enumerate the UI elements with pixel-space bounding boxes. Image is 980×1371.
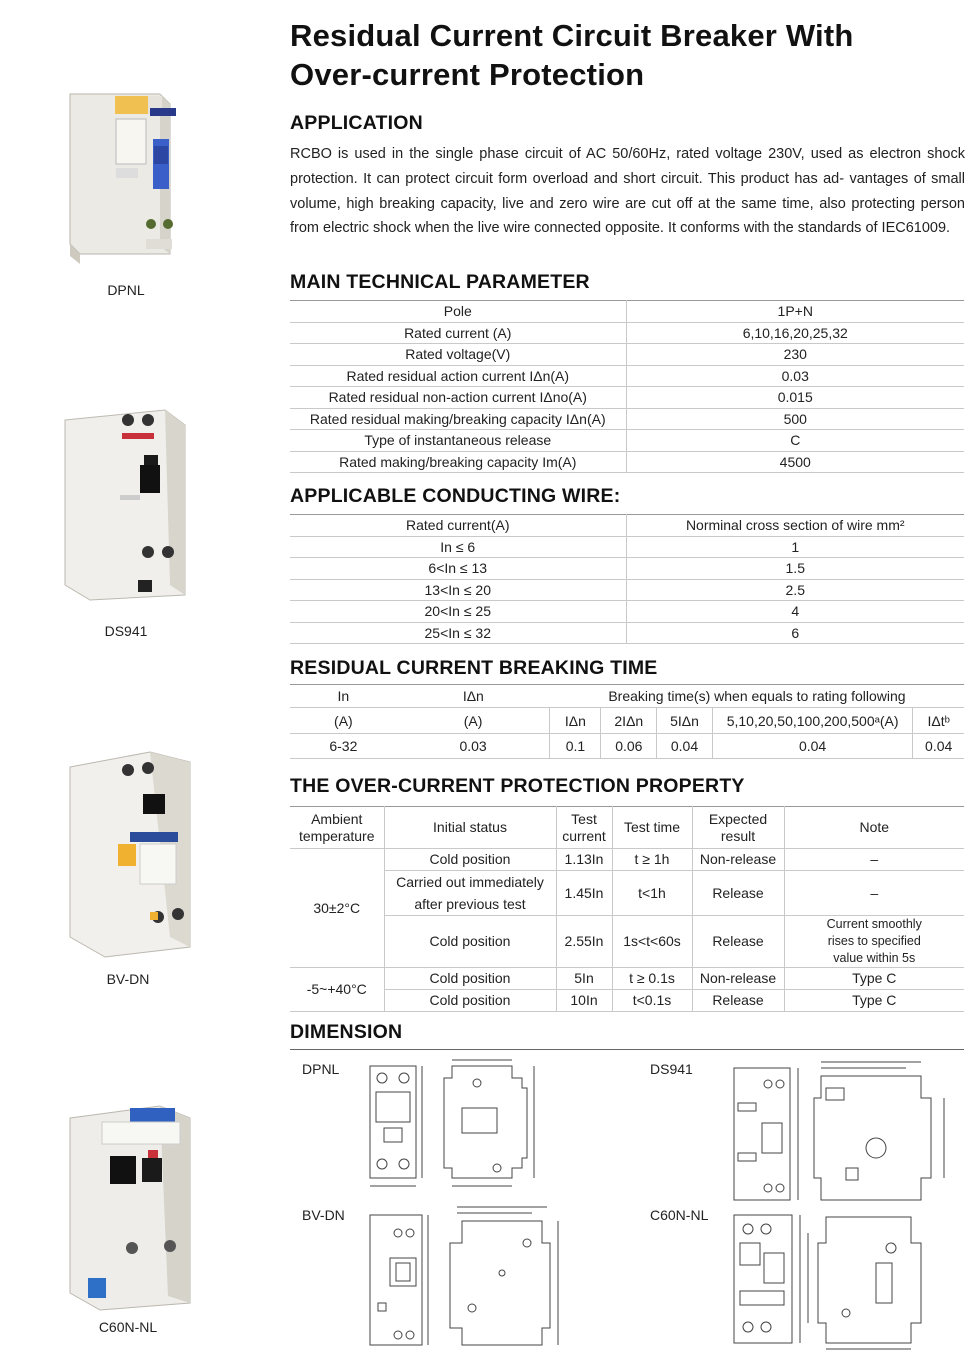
table-row (290, 387, 964, 409)
conducting-wire-table (290, 514, 964, 644)
table-subheader-row (290, 708, 964, 734)
table-row (290, 849, 964, 871)
param-name: Rated residual making/breaking capacity IΔn(A) (290, 408, 626, 430)
cell: 1 (626, 536, 964, 558)
cell: 0.06 (601, 734, 657, 759)
cell: 1.13In (556, 849, 612, 871)
cell: t ≥ 0.1s (612, 968, 692, 990)
cell: 0.04 (657, 734, 713, 759)
table-row (290, 451, 964, 473)
cell: – (784, 849, 964, 871)
ambient-temp-cell: 30±2°C (290, 849, 384, 968)
cell: 6-32 (290, 734, 397, 759)
cell: t ≥ 1h (612, 849, 692, 871)
param-name: Rated residual non-action current IΔno(A) (290, 387, 626, 409)
col-header-breaking: Breaking time(s) when equals to rating following (550, 685, 964, 708)
table-row (290, 430, 964, 452)
breaking-time-heading: RESIDUAL CURRENT BREAKING TIME (290, 657, 658, 679)
bv-dn-dimension-drawing (362, 1203, 602, 1353)
table-row (290, 916, 964, 968)
c60n-nl-product-image (50, 1098, 200, 1318)
col-header: Rated current(A) (290, 515, 626, 537)
cell: 10In (556, 990, 612, 1012)
param-name: Rated current (A) (290, 322, 626, 344)
param-value: 1P+N (626, 301, 964, 323)
breaking-time-table (290, 684, 964, 759)
product-label-dpnl: DPNL (107, 282, 145, 298)
col-header: Test current (556, 807, 612, 849)
main-parameter-heading: MAIN TECHNICAL PARAMETER (290, 271, 590, 293)
application-text: RCBO is used in the single phase circuit of AC 50/60Hz, rated voltage 230V, used as electron shock protection. It can protect circuit form overload and short circuit. This product has ad- vantages of small volume, high breaking capacity, live and zero wire are cut off at the same time, also protecting person from electric shock when the live wire connected opposite. It conforms with the standards of IEC61009. (290, 146, 965, 237)
dpnl-product-image (50, 84, 200, 274)
cell: 0.04 (712, 734, 913, 759)
col-header-idn: IΔn (397, 685, 550, 708)
note-cell: Current smoothly rises to specified value within 5s (784, 916, 964, 968)
param-value: 0.03 (626, 365, 964, 387)
param-value: C (626, 430, 964, 452)
table-row (290, 622, 964, 644)
cell: 13<In ≤ 20 (290, 579, 626, 601)
param-value: 6,10,16,20,25,32 (626, 322, 964, 344)
table-row (290, 365, 964, 387)
cell: 4 (626, 601, 964, 623)
c60n-nl-dimension-drawing (726, 1203, 956, 1353)
col-header: Expected result (692, 807, 784, 849)
overcurrent-heading: THE OVER-CURRENT PROTECTION PROPERTY (290, 775, 745, 797)
overcurrent-table (290, 806, 964, 1012)
cell: Non-release (692, 968, 784, 990)
dimension-heading: DIMENSION (290, 1021, 403, 1043)
cell: 1.45In (556, 871, 612, 916)
cell: 1.5 (626, 558, 964, 580)
cell: 20<In ≤ 25 (290, 601, 626, 623)
table-row (290, 408, 964, 430)
unit-idn: (A) (397, 708, 550, 734)
cell: In ≤ 6 (290, 536, 626, 558)
cell: 5In (556, 968, 612, 990)
table-row (290, 601, 964, 623)
cell: Cold position (384, 990, 556, 1012)
cell: 6<In ≤ 13 (290, 558, 626, 580)
unit-in: (A) (290, 708, 397, 734)
param-value: 4500 (626, 451, 964, 473)
table-row (290, 301, 964, 323)
param-name: Type of instantaneous release (290, 430, 626, 452)
product-label-bv-dn: BV-DN (106, 971, 150, 987)
cell: 1s<t<60s (612, 916, 692, 968)
dimension-label-ds941: DS941 (650, 1061, 693, 1077)
ds941-dimension-drawing (726, 1058, 956, 1208)
cell: Release (692, 916, 784, 968)
table-row (290, 734, 964, 759)
param-value: 500 (626, 408, 964, 430)
cell: 6 (626, 622, 964, 644)
application-heading: APPLICATION (290, 112, 423, 134)
cell: t<0.1s (612, 990, 692, 1012)
table-row (290, 536, 964, 558)
table-row (290, 968, 964, 990)
cell: 0.04 (913, 734, 964, 759)
cell: 25<In ≤ 32 (290, 622, 626, 644)
product-label-c60n-nl: C60N-NL (98, 1319, 158, 1335)
param-value: 230 (626, 344, 964, 366)
cell: Carried out immediately after previous test (384, 871, 556, 916)
cell: 2.5 (626, 579, 964, 601)
cell: 0.1 (550, 734, 601, 759)
cell: 2.55In (556, 916, 612, 968)
ambient-temp-cell: -5~+40°C (290, 968, 384, 1012)
table-row (290, 871, 964, 916)
col-header: Ambient temperature (290, 807, 384, 849)
table-header-row (290, 685, 964, 708)
table-header-row (290, 807, 964, 849)
table-header-row (290, 515, 964, 537)
table-row (290, 990, 964, 1012)
dimension-label-bv-dn: BV-DN (302, 1207, 345, 1223)
param-name: Rated making/breaking capacity Im(A) (290, 451, 626, 473)
sub-header: 5,10,20,50,100,200,500ᵃ(A) (712, 708, 913, 734)
page-title-line2: Over-current Protection (290, 57, 645, 92)
col-header-in: In (290, 685, 397, 708)
table-row (290, 558, 964, 580)
cell: Cold position (384, 849, 556, 871)
col-header: Norminal cross section of wire mm² (626, 515, 964, 537)
cell: t<1h (612, 871, 692, 916)
param-name: Pole (290, 301, 626, 323)
table-row (290, 579, 964, 601)
param-value: 0.015 (626, 387, 964, 409)
main-parameter-table (290, 300, 964, 473)
col-header: Note (784, 807, 964, 849)
sub-header: IΔtᵇ (913, 708, 964, 734)
bv-dn-product-image (50, 742, 200, 962)
sub-header: 2IΔn (601, 708, 657, 734)
cell: Release (692, 990, 784, 1012)
cell: Release (692, 871, 784, 916)
ds941-product-image (50, 400, 200, 610)
cell: Cold position (384, 916, 556, 968)
table-row (290, 322, 964, 344)
conducting-wire-heading: APPLICABLE CONDUCTING WIRE: (290, 485, 621, 507)
param-name: Rated residual action current IΔn(A) (290, 365, 626, 387)
col-header: Initial status (384, 807, 556, 849)
dimension-label-dpnl: DPNL (302, 1061, 340, 1077)
table-row (290, 344, 964, 366)
divider (290, 1049, 964, 1050)
cell: Non-release (692, 849, 784, 871)
cell: Type C (784, 968, 964, 990)
cell: 0.03 (397, 734, 550, 759)
dimension-label-c60n-nl: C60N-NL (650, 1207, 709, 1223)
product-label-ds941: DS941 (104, 623, 148, 639)
col-header: Test time (612, 807, 692, 849)
page-title (290, 16, 854, 94)
sub-header: 5IΔn (657, 708, 713, 734)
page-title-line1: Residual Current Circuit Breaker With (290, 18, 854, 53)
sub-header: IΔn (550, 708, 601, 734)
cell: Cold position (384, 968, 556, 990)
param-name: Rated voltage(V) (290, 344, 626, 366)
cell: Type C (784, 990, 964, 1012)
dpnl-dimension-drawing (362, 1058, 602, 1194)
cell: – (784, 871, 964, 916)
